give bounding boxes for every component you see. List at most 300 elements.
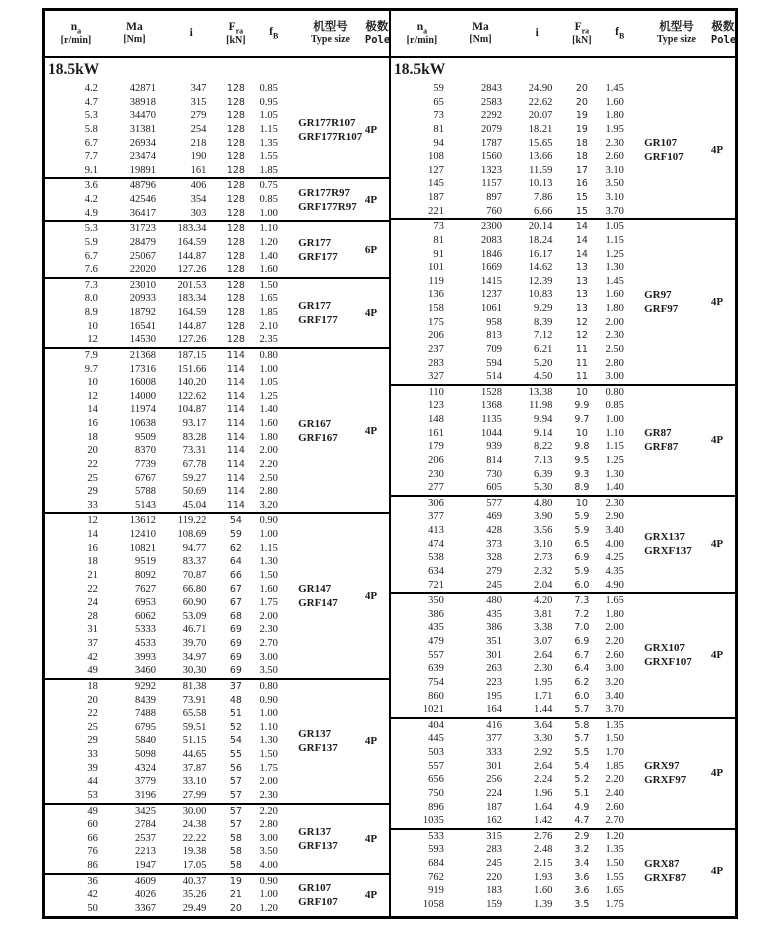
cell-na: 50 [87, 902, 98, 914]
col-header-text: f [615, 26, 619, 39]
cell-na: 123 [428, 400, 444, 412]
cell-i: 11.98 [529, 400, 553, 412]
cell-fb: 1.80 [605, 110, 624, 122]
cell-fb: 0.80 [259, 680, 278, 692]
cell-ma: 814 [486, 454, 502, 466]
type-size-line: GRXF137 [644, 545, 692, 558]
col-header-subscript: ra [581, 25, 590, 35]
cell-fb: 1.65 [259, 293, 278, 305]
cell-na: 25 [87, 472, 98, 484]
cell-fb: 3.50 [259, 665, 278, 677]
cell-fra: 16 [575, 178, 588, 190]
type-size-line: GRF177R97 [298, 200, 357, 213]
cell-i: 6.39 [534, 468, 553, 480]
type-size-line: GR177 [298, 299, 332, 312]
cell-na: 413 [428, 525, 444, 536]
cell-i: 24.38 [182, 819, 207, 831]
cell-i: 122.62 [177, 390, 207, 402]
cell-fb: 1.00 [605, 414, 624, 425]
cell-i: 4.80 [534, 497, 553, 509]
cell-i: 7.13 [534, 454, 553, 466]
cell-ma: 4026 [134, 889, 156, 901]
cell-na: 386 [428, 608, 444, 620]
cell-ma: 16008 [129, 377, 156, 389]
cell-na: 179 [428, 441, 444, 453]
cell-ma: 1415 [480, 275, 502, 287]
cell-na: 6.7 [84, 137, 98, 149]
type-size-label [642, 426, 711, 454]
col-header-text: Ma [472, 21, 489, 34]
cell-ma: 469 [486, 511, 502, 523]
cell-ma: 8092 [134, 569, 156, 581]
cell-fb: 1.80 [605, 608, 624, 620]
type-size-line: GR167 [298, 417, 332, 430]
type-size-line: GR137 [298, 728, 332, 741]
cell-fra: 6.7 [574, 649, 590, 661]
cell-fra: 8.9 [574, 482, 590, 494]
col-header-i [162, 27, 220, 40]
cell-i: 7.12 [534, 330, 553, 342]
cell-fra: 69 [229, 665, 242, 677]
cell-na: 53 [87, 789, 98, 801]
cell-fb: 2.30 [605, 497, 624, 509]
cell-i: 35.26 [182, 889, 207, 901]
cell-fb: 1.85 [605, 760, 624, 772]
cell-ma: 1135 [481, 414, 502, 425]
cell-ma: 760 [486, 205, 502, 217]
cell-fb: 1.60 [259, 583, 278, 595]
cell-na: 65 [433, 96, 444, 108]
col-header-text: n [416, 20, 424, 33]
cell-fb: 1.15 [605, 441, 624, 453]
type-size-label [296, 881, 365, 909]
cell-fb: 2.40 [605, 787, 624, 799]
cell-i: 60.90 [182, 597, 207, 609]
cell-fra: 69 [229, 638, 242, 649]
cell-fb: 1.35 [605, 719, 624, 731]
cell-fra: 128 [226, 320, 245, 332]
cell-ma: 223 [486, 676, 502, 688]
cell-fb: 2.80 [259, 486, 278, 498]
cell-i: 30.00 [182, 805, 207, 817]
cell-ma: 6062 [134, 610, 156, 622]
cell-fb: 2.20 [259, 805, 278, 817]
cell-i: 66.80 [182, 583, 207, 595]
cell-ma: 1061 [480, 303, 502, 314]
col-header-na [391, 21, 453, 47]
cell-na: 557 [428, 760, 444, 772]
cell-fra: 10 [575, 427, 588, 439]
cell-ma: 514 [486, 371, 502, 383]
type-size-line: GRX87 [644, 857, 680, 870]
cell-fb: 2.90 [605, 511, 624, 523]
cell-na: 12 [87, 390, 98, 402]
col-header-fb [597, 26, 642, 40]
cell-i: 1.96 [534, 787, 553, 799]
cell-i: 20.14 [528, 221, 553, 233]
cell-fb: 1.10 [259, 223, 278, 235]
cell-ma: 20933 [129, 293, 156, 305]
cell-ma: 1157 [481, 178, 502, 190]
cell-fb: 1.60 [259, 264, 278, 276]
cell-i: 2.73 [534, 552, 553, 564]
cell-fra: 11 [575, 371, 588, 383]
cell-fra: 13 [575, 262, 588, 274]
type-size-label [296, 727, 365, 755]
cell-i: 7.86 [534, 192, 553, 203]
cell-fb: 1.10 [605, 427, 624, 439]
cell-i: 37.87 [182, 762, 207, 774]
spec-group [45, 82, 389, 177]
col-header-unit: Pole [710, 34, 737, 47]
cell-ma: 7627 [134, 583, 156, 595]
cell-na: 12 [87, 515, 98, 527]
cell-fb: 1.15 [259, 542, 278, 554]
cell-fra: 57 [229, 776, 242, 788]
type-size-line: GR107 [298, 882, 332, 895]
cell-i: 2.76 [534, 830, 553, 842]
type-size-label [296, 186, 365, 214]
cell-fb: 1.45 [605, 83, 624, 94]
cell-fra: 6.0 [574, 690, 590, 702]
type-size-line: GRF177R107 [298, 130, 363, 143]
type-size-line: GRF107 [298, 896, 338, 909]
cell-ma: 245 [486, 858, 502, 869]
cell-na: 919 [428, 885, 444, 897]
cell-ma: 10821 [129, 542, 156, 554]
cell-ma: 42546 [129, 194, 156, 205]
cell-fra: 114 [226, 363, 245, 375]
cell-na: 634 [428, 565, 444, 577]
cell-fra: 9.9 [574, 400, 590, 412]
cell-i: 406 [190, 180, 207, 192]
col-header-main [711, 21, 735, 34]
type-size-line: GRX97 [644, 760, 680, 773]
cell-na: 4.7 [84, 96, 98, 108]
cell-fra: 3.2 [574, 844, 590, 856]
cell-na: 76 [87, 846, 98, 858]
cell-fra: 19 [575, 123, 588, 135]
cell-fb: 2.35 [259, 334, 278, 346]
type-size-label [642, 288, 711, 316]
cell-ma: 428 [486, 525, 502, 536]
spec-groups [391, 82, 735, 916]
cell-na: 22 [87, 708, 98, 720]
type-size-label [642, 759, 711, 787]
cell-fb: 3.70 [605, 205, 624, 217]
cell-fb: 1.25 [605, 248, 624, 260]
type-size-label [296, 116, 365, 144]
cell-ma: 730 [486, 468, 502, 480]
cell-fra: 114 [226, 390, 245, 402]
cell-na: 404 [428, 719, 444, 731]
col-header-unit: Type size [310, 34, 350, 46]
cell-ma: 1560 [480, 151, 502, 163]
type-size-line: GR177R107 [298, 116, 356, 129]
spec-group [391, 592, 735, 717]
cell-fra: 5.1 [574, 787, 590, 799]
cell-ma: 6767 [134, 472, 156, 484]
cell-na: 42 [87, 651, 98, 663]
cell-ma: 13612 [129, 515, 156, 527]
pole-label: 4P [364, 889, 378, 902]
cell-fra: 3.4 [574, 858, 590, 869]
col-header-subscript: B [618, 31, 625, 41]
cell-ma: 958 [486, 316, 502, 328]
spec-group [391, 717, 735, 828]
cell-na: 7.3 [84, 279, 98, 291]
pole-label: 4P [710, 434, 724, 447]
cell-fb: 2.30 [259, 624, 278, 636]
type-size-line: GRF177 [298, 250, 338, 263]
cell-fra: 128 [226, 180, 245, 192]
cell-na: 12 [87, 334, 98, 346]
pole-label: 4P [710, 767, 724, 780]
cell-na: 754 [428, 676, 444, 688]
power-label: 18.5kW [48, 61, 100, 78]
cell-fra: 114 [226, 472, 245, 484]
cell-fra: 14 [575, 234, 588, 246]
col-header-main [107, 21, 162, 34]
cell-fra: 14 [575, 248, 588, 260]
pole-label: 6P [364, 243, 378, 256]
cell-i: 8.22 [534, 441, 553, 453]
cell-na: 187 [428, 192, 444, 203]
cell-fra: 114 [226, 499, 245, 511]
cell-fb: 0.90 [259, 694, 278, 706]
col-header-type [642, 21, 711, 46]
cell-ma: 256 [486, 774, 502, 786]
col-header-main [296, 21, 365, 34]
cell-ma: 28479 [129, 236, 156, 248]
type-size-line: GR177R97 [298, 186, 351, 199]
cell-ma: 17316 [129, 363, 156, 375]
cell-fra: 128 [226, 110, 245, 122]
cell-fra: 6.2 [574, 676, 590, 688]
cell-i: 3.38 [534, 622, 553, 634]
cell-fra: 10 [575, 386, 588, 398]
cell-fra: 5.9 [574, 511, 590, 523]
cell-i: 2.64 [534, 760, 553, 772]
cell-na: 148 [428, 414, 444, 425]
cell-ma: 31381 [129, 123, 156, 135]
col-header-text: 极数 [365, 20, 389, 33]
cell-fra: 3.6 [574, 885, 590, 897]
cell-fra: 11 [575, 357, 588, 369]
cell-na: 5.9 [84, 236, 98, 248]
cell-i: 3.56 [534, 525, 553, 536]
spec-groups [45, 82, 389, 916]
cell-fra: 5.9 [574, 565, 590, 577]
cell-fb: 0.85 [259, 83, 278, 94]
cell-fb: 3.10 [605, 164, 624, 176]
cell-ma: 245 [486, 579, 502, 591]
cell-ma: 333 [486, 747, 502, 758]
cell-fra: 114 [226, 458, 245, 470]
cell-i: 279 [190, 110, 207, 122]
cell-ma: 5840 [134, 735, 156, 747]
cell-i: 1.71 [534, 690, 553, 702]
cell-fra: 114 [226, 445, 245, 457]
cell-fb: 1.60 [605, 96, 624, 108]
cell-i: 18.24 [528, 234, 553, 246]
cell-fra: 69 [229, 624, 242, 636]
cell-fb: 0.80 [259, 349, 278, 361]
cell-i: 104.87 [177, 404, 207, 416]
spec-group [45, 177, 389, 220]
cell-i: 347 [190, 83, 207, 94]
cell-na: 503 [428, 747, 444, 758]
cell-i: 201.53 [177, 279, 207, 291]
cell-ma: 3779 [134, 776, 156, 788]
cell-fra: 56 [229, 762, 242, 774]
cell-fra: 69 [229, 651, 242, 663]
cell-i: 51.15 [182, 735, 207, 747]
cell-fra: 54 [229, 735, 242, 747]
cell-na: 860 [428, 690, 444, 702]
cell-na: 101 [428, 262, 444, 274]
col-header-unit: [r/min] [60, 34, 92, 46]
pole-label: 4P [364, 832, 378, 845]
type-size-line: GRXF107 [644, 656, 692, 669]
cell-na: 1058 [422, 898, 444, 910]
cell-fb: 1.80 [259, 431, 278, 443]
type-size-line: GRF167 [298, 431, 338, 444]
cell-fb: 2.50 [605, 343, 624, 355]
cell-fra: 13 [575, 289, 588, 301]
cell-fb: 1.50 [259, 749, 278, 760]
cell-fb: 1.00 [259, 207, 278, 219]
type-size-label [642, 641, 711, 669]
cell-i: 108.69 [177, 529, 207, 540]
col-header-pole [711, 21, 735, 46]
cell-na: 1035 [422, 815, 444, 827]
cell-i: 13.66 [528, 151, 553, 163]
cell-fb: 1.00 [259, 889, 278, 901]
col-header-subscript: ra [235, 25, 244, 35]
cell-fb: 1.85 [259, 307, 278, 318]
cell-ma: 283 [486, 844, 502, 856]
type-size-line: GR97 [644, 289, 672, 301]
cell-fb: 1.55 [605, 871, 624, 883]
cell-fb: 2.80 [259, 819, 278, 831]
cell-i: 1.44 [534, 704, 553, 716]
cell-ma: 2784 [134, 819, 156, 831]
cell-na: 127 [428, 164, 444, 176]
col-header-main [251, 26, 296, 40]
col-header-main [391, 21, 453, 35]
cell-ma: 2083 [480, 234, 502, 246]
type-size-label [642, 136, 711, 164]
cell-fb: 1.55 [259, 151, 278, 163]
cell-i: 2.30 [534, 663, 553, 675]
cell-fra: 66 [229, 569, 242, 581]
spec-group [45, 347, 389, 513]
col-header-main [453, 21, 508, 34]
type-size-label [296, 417, 365, 445]
cell-i: 9.14 [534, 427, 553, 439]
cell-i: 45.04 [182, 499, 207, 511]
cell-fra: 128 [226, 334, 245, 346]
cell-fb: 1.60 [605, 289, 624, 301]
cell-ma: 18792 [129, 307, 156, 318]
cell-na: 73 [433, 110, 444, 122]
cell-na: 6.7 [84, 250, 98, 262]
cell-na: 20 [87, 445, 98, 457]
cell-na: 158 [428, 303, 444, 314]
cell-fra: 128 [226, 151, 245, 163]
cell-fb: 2.00 [259, 776, 278, 788]
cell-i: 46.71 [182, 624, 207, 636]
cell-fra: 5.7 [574, 704, 590, 716]
spec-group [391, 384, 735, 495]
cell-na: 33 [87, 499, 98, 511]
cell-i: 29.49 [182, 902, 207, 914]
cell-fra: 10 [575, 497, 588, 509]
col-header-fb [251, 26, 296, 40]
pole-label: 4P [710, 296, 724, 308]
cell-i: 187.15 [177, 349, 207, 361]
cell-ma: 351 [486, 636, 502, 647]
type-size-label [296, 236, 365, 264]
cell-fb: 1.50 [259, 279, 278, 291]
cell-na: 7.6 [84, 264, 98, 276]
cell-fb: 2.80 [605, 357, 624, 369]
cell-i: 73.91 [182, 694, 207, 706]
cell-na: 10 [87, 320, 98, 332]
cell-fb: 1.25 [605, 454, 624, 466]
cell-fb: 0.90 [259, 515, 278, 527]
cell-fra: 5.9 [574, 525, 590, 536]
col-header-ma [453, 21, 508, 46]
cell-na: 237 [428, 343, 444, 355]
cell-fb: 3.00 [259, 651, 278, 663]
cell-ma: 605 [486, 482, 502, 494]
cell-na: 479 [428, 636, 444, 647]
type-size-line: GRX107 [644, 642, 686, 655]
type-size-line: GRF87 [644, 441, 679, 454]
cell-i: 3.10 [534, 538, 553, 550]
pole-label: 4P [710, 538, 724, 551]
cell-i: 19.38 [182, 846, 207, 858]
cell-na: 306 [428, 497, 444, 509]
cell-i: 2.04 [534, 579, 553, 591]
cell-fb: 2.00 [605, 622, 624, 634]
cell-i: 34.97 [182, 651, 207, 663]
cell-ma: 1787 [480, 137, 502, 149]
col-header-text: 极数 [711, 20, 735, 33]
cell-fb: 1.00 [259, 708, 278, 720]
cell-i: 8.39 [534, 316, 553, 328]
cell-fb: 1.10 [259, 721, 278, 733]
cell-na: 136 [428, 289, 444, 301]
cell-i: 315 [190, 96, 207, 108]
cell-i: 190 [190, 151, 207, 163]
cell-fb: 2.70 [605, 815, 624, 827]
cell-fra: 5.5 [574, 747, 590, 758]
col-header-unit: [kN] [226, 34, 246, 46]
cell-fb: 2.60 [605, 649, 624, 661]
pole-label: 4P [364, 590, 378, 603]
cell-i: 59.27 [182, 472, 207, 484]
spec-group [45, 277, 389, 347]
cell-fra: 20 [575, 83, 588, 94]
cell-ma: 4609 [134, 875, 156, 887]
cell-ma: 263 [486, 663, 502, 675]
cell-fra: 4.9 [574, 801, 590, 813]
cell-ma: 162 [486, 815, 502, 827]
cell-fra: 57 [229, 819, 242, 831]
